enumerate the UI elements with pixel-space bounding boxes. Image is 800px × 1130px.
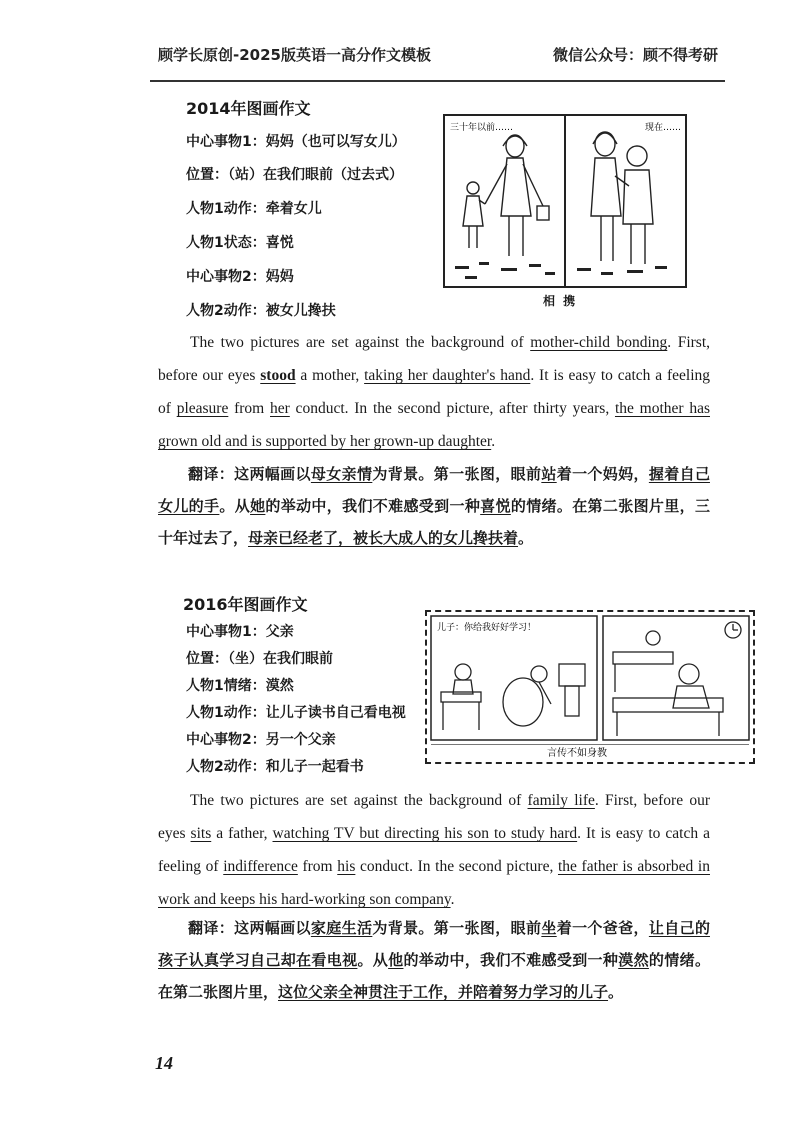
section-2016-item: 中心事物1：父亲 xyxy=(186,624,294,640)
section-2016-item: 中心事物2：另一个父亲 xyxy=(186,732,336,748)
section-2014-item: 人物1动作：牵着女儿 xyxy=(186,201,322,217)
section-2016-item: 人物2动作：和儿子一起看书 xyxy=(186,759,364,775)
header-divider xyxy=(150,80,725,82)
picture-2014 xyxy=(443,114,687,288)
section-2014-item: 中心事物2：妈妈 xyxy=(186,269,294,285)
picture-2014-drawing xyxy=(445,116,685,286)
section-2016-title: 2016年图画作文 xyxy=(183,595,308,614)
section-2014-item: 人物2动作：被女儿搀扶 xyxy=(186,303,336,319)
section-2016-item: 人物1情绪：漠然 xyxy=(186,678,294,694)
header-left-title: 顾学长原创-2025版英语一高分作文模板 xyxy=(158,46,431,64)
section-2014-title: 2014年图画作文 xyxy=(186,99,311,118)
section-2016-item: 人物1动作：让儿子读书自己看电视 xyxy=(186,705,406,721)
section-2014-item: 位置：（站）在我们眼前（过去式） xyxy=(186,167,403,183)
section-2014-english-paragraph: The two pictures are set against the background of mother-child bonding. First, before our eyes stood a mother, taking her daughter's hand. It is easy to catch a feeling of pleasure from her conduct. In the second picture, after thirty years, the mother has grown old and is supported by her grown-up daughter. xyxy=(158,334,710,450)
picture-2014-left-label: 三十年以前…… xyxy=(450,123,514,133)
picture-2014-caption: 相 携 xyxy=(543,294,578,308)
section-2014-translation: 翻译：这两幅画以母女亲情为背景。第一张图，眼前站着一个妈妈，握着自己女儿的手。从她的举动中，我们不难感受到一种喜悦的情绪。在第二张图片里，三十年过去了，母亲已经老了，被长大成人的女儿搀扶着。 xyxy=(158,465,710,547)
picture-2016-speech: 儿子：你给我好好学习！ xyxy=(437,623,537,633)
section-2016-item: 位置：（坐）在我们眼前 xyxy=(186,651,333,667)
section-2016-english-paragraph: The two pictures are set against the background of family life. First, before our eyes sits a father, watching TV but directing his son to study hard. It is easy to catch a feeling of indifference from his conduct. In the second picture, the father is absorbed in work and keeps his hard-working son company. xyxy=(158,792,710,908)
picture-2016-caption: 言传不如身教 xyxy=(547,748,607,759)
section-2016-translation: 翻译：这两幅画以家庭生活为背景。第一张图，眼前坐着一个爸爸，让自己的孩子认真学习自己却在看电视。从他的举动中，我们不难感受到一种漠然的情绪。在第二张图片里，这位父亲全神贯注于工作，并陪着努力学习的儿子。 xyxy=(158,919,710,1001)
header-right-title: 微信公众号：顾不得考研 xyxy=(552,46,718,64)
section-2014-item: 人物1状态：喜悦 xyxy=(186,235,294,251)
picture-2016-drawing xyxy=(427,612,753,762)
section-2014-item: 中心事物1：妈妈（也可以写女儿） xyxy=(186,134,406,150)
picture-2014-right-label: 现在…… xyxy=(645,123,682,133)
picture-2016 xyxy=(425,610,755,764)
page-number: 14 xyxy=(155,1053,173,1073)
